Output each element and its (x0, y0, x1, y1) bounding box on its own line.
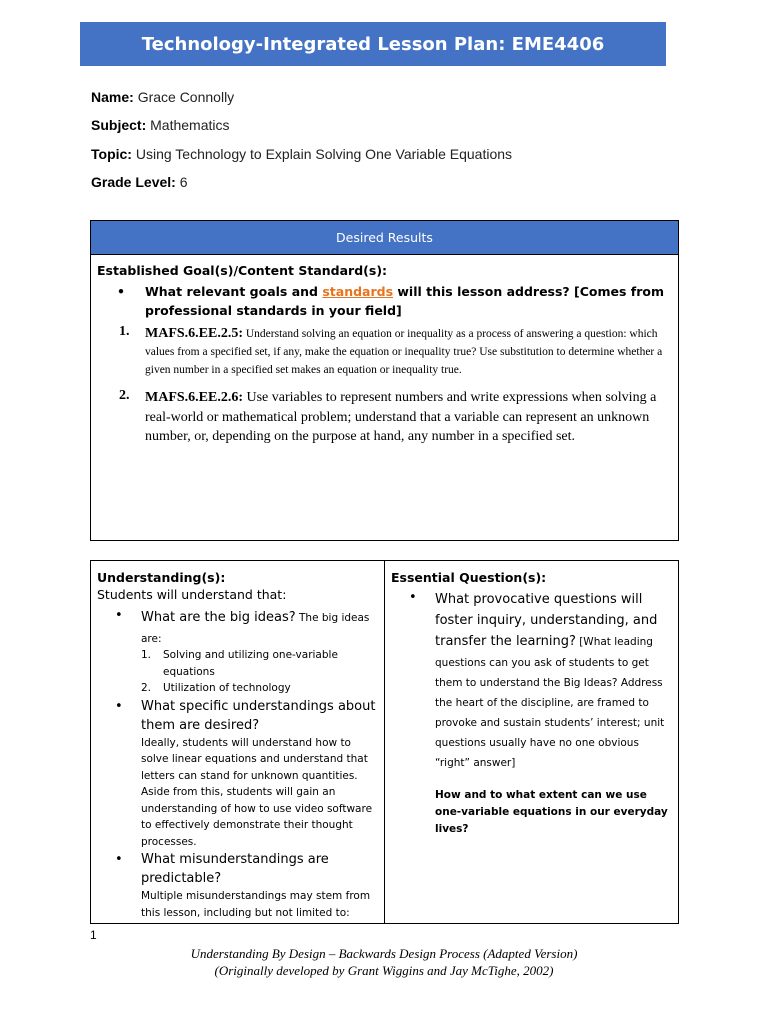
question-text: What provocative questions will foster inquiry, understanding, and transfer the learning? (435, 592, 658, 649)
question-note: The big ideas are: (141, 612, 370, 645)
subject-label: Subject: (91, 117, 147, 133)
page-title: Technology-Integrated Lesson Plan: EME4406 (141, 33, 605, 55)
list-item: 2. Utilization of technology (141, 682, 291, 694)
desired-results-box (90, 220, 679, 541)
goal-title: Established Goal(s)/Content Standard(s): (97, 263, 388, 278)
essential-answer: How and to what extent can we use one-variable equations in our everyday lives? (435, 789, 668, 835)
bullet-icon: • (115, 698, 123, 714)
standard-number: 2. (119, 388, 130, 403)
standard-code: MAFS.6.EE.2.5: (145, 326, 243, 341)
page-number: 1 (90, 928, 97, 942)
answer-text: Multiple misunderstandings may stem from this lesson, including but not limited to: (141, 890, 371, 919)
bullet-icon: • (115, 608, 123, 623)
question-note: [What leading questions can you ask of students to get them to understand the Big Ideas? Address the heart of the discipline, are framed to provoke and sustain students’ interest; unit questions usually have no one obvious “right” answer] (435, 636, 665, 769)
topic-line (91, 146, 512, 162)
standard-description: Use variables to represent numbers and write expressions when solving a real-world or mathematical problem; understand that a variable can represent an unknown number, or, depending on the purpose at hand, any number in a specified set. (145, 390, 657, 444)
goals-bullet (97, 282, 672, 320)
standard-code: MAFS.6.EE.2.6: (145, 390, 243, 405)
subject-line (91, 117, 229, 133)
question-bullet (97, 850, 378, 888)
topic-value: Using Technology to Explain Solving One Variable Equations (135, 146, 513, 162)
question-text: What are the big ideas? (141, 610, 296, 625)
standard-item (97, 388, 672, 447)
bullet-text-before: What relevant goals and (145, 284, 323, 299)
bullet-icon: • (409, 590, 417, 605)
standards-link[interactable]: standards (322, 284, 394, 299)
grade-label: Grade Level: (91, 174, 176, 190)
understandings-title: Understanding(s): (97, 570, 226, 585)
list-item: 1. Solving and utilizing one-variable equations (141, 649, 338, 678)
footer-line-1: Understanding By Design – Backwards Design Process (Adapted Version) (190, 946, 578, 961)
question-bullet (391, 588, 672, 771)
bullet-icon: • (117, 284, 125, 299)
question-text: What specific understandings about them are desired? (141, 698, 376, 733)
answer-text: Ideally, students will understand how to solve linear equations and understand that letters can stand for unknown quantities. Aside from this, students will gain an understanding of how to use video software to effectively demonstrate their thought processes. (141, 736, 373, 848)
topic-label: Topic: (91, 146, 132, 162)
question-text: What misunderstandings are predictable? (141, 852, 329, 886)
footer (0, 945, 768, 979)
standard-number: 1. (119, 324, 130, 339)
bullet-icon: • (115, 852, 123, 867)
name-label: Name: (91, 89, 134, 105)
big-ideas-list (97, 647, 378, 697)
essential-questions-title: Essential Question(s): (391, 570, 547, 585)
name-line (91, 89, 234, 105)
grade-line (91, 174, 188, 190)
grade-value: 6 (179, 174, 188, 190)
desired-results-header: Desired Results (91, 221, 678, 255)
question-bullet (97, 697, 378, 735)
name-value: Grace Connolly (137, 89, 235, 105)
essential-questions-column (385, 561, 678, 923)
footer-line-2: (Originally developed by Grant Wiggins and Jay McTighe, 2002) (214, 963, 554, 978)
standard-item (97, 324, 672, 378)
question-bullet (97, 606, 378, 647)
understandings-subtitle: Students will understand that: (97, 587, 287, 602)
understandings-column (91, 561, 385, 923)
bullet-text-after: will this lesson address? [Comes from professional standards in your field] (145, 284, 665, 318)
understanding-essential-table (90, 560, 679, 924)
subject-value: Mathematics (150, 117, 230, 133)
standard-description: Understand solving an equation or inequality as a process of answering a question: which values from a specified set, if any, make the equation or inequality true? Use substitution to determine whether a given number in a specified set makes an equation or inequality true. (145, 328, 663, 376)
page-title-banner (80, 22, 666, 66)
